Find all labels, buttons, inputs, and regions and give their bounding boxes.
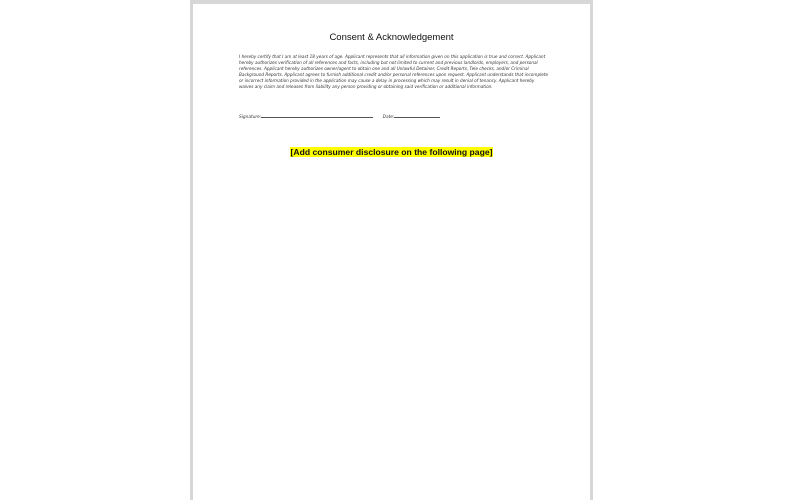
date-line [394, 113, 440, 118]
date-label: Date: [382, 115, 395, 120]
document-page[interactable] [193, 4, 590, 500]
page-frame [190, 0, 593, 500]
signature-line [261, 113, 373, 118]
consent-paragraph: I hereby certify that I am at least 18 years of age. Applicant represents that all information given on this application is true and correct. Applicant hereby authorizes verification of all references and facts, including but not limited to current and previous landlords, employers, and personal references. Applicant hereby authorizes owner/agent to obtain one and all Unlawful Detainer, Credit Reports, Tele checks, and/or Criminal Background Reports. Applicant agrees to furnish additional credit and/or personal references upon request. Applicant understands that incomplete or incorrect information provided in the application may cause a delay in processing which may result in denial of tenancy. Applicant hereby waives any claim and releases from liability any person providing or obtaining said verification or additional information. [239, 54, 549, 90]
signature-row [239, 113, 559, 120]
disclosure-note: [Add consumer disclosure on the following page] [290, 147, 493, 157]
document-title: Consent & Acknowledgement [329, 32, 454, 43]
signature-label: Signature: [239, 115, 262, 120]
disclosure-placeholder [193, 142, 590, 160]
